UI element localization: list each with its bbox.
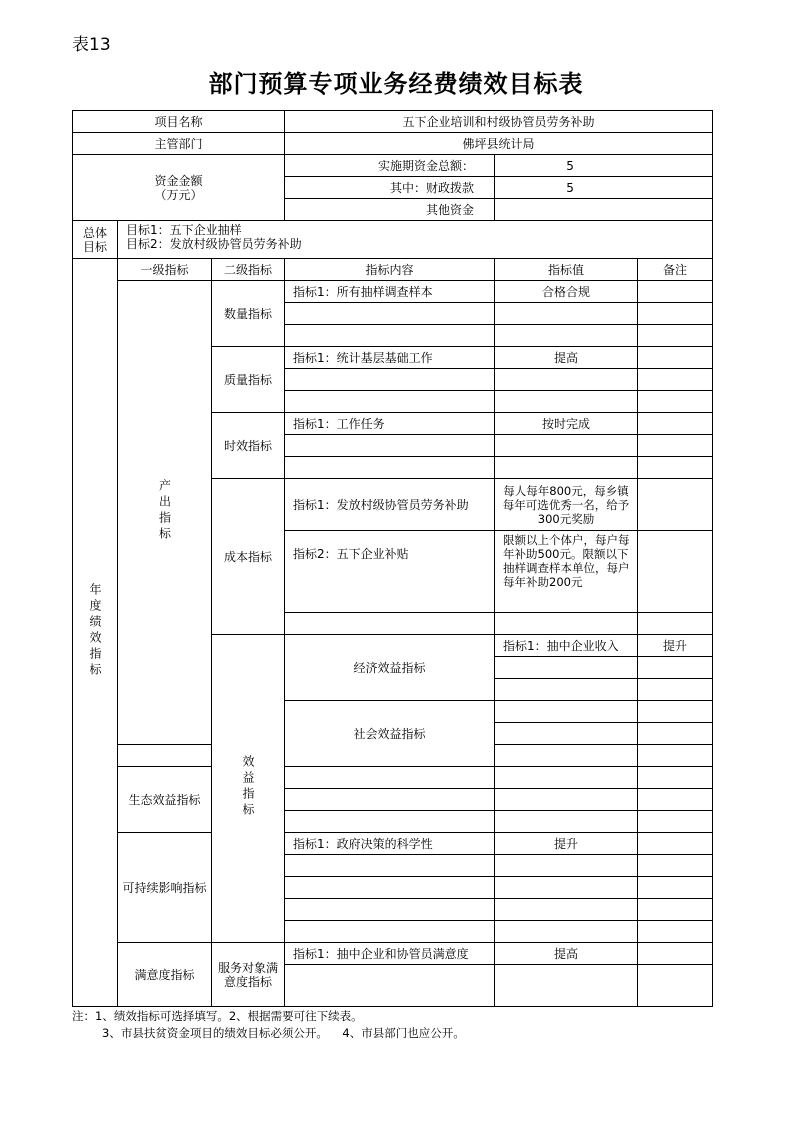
dept-label: 主管部门 <box>73 133 285 155</box>
quantity-value: 合格合规 <box>495 281 638 303</box>
cost-remark-1 <box>638 479 713 531</box>
fund-label <box>73 155 285 221</box>
economic-value: 提升 <box>638 635 713 657</box>
fund-other-value <box>495 199 713 221</box>
overall-label-line2: 目标 <box>82 239 107 254</box>
table-row <box>73 943 713 965</box>
ecological-label: 生态效益指标 <box>118 767 212 833</box>
overall-goal-2: 目标2：发放村级协管员劳务补助 <box>126 237 302 251</box>
overall-goal-1: 目标1：五下企业抽样 <box>126 223 242 237</box>
economic-content: 指标1：抽中企业收入 <box>495 635 638 657</box>
fund-label-line1: 资金金额 <box>154 173 203 188</box>
footnote-line-2-text: 3、市县扶贫资金项目的绩效目标必须公开。 4、市县部门也应公开。 <box>102 1026 465 1040</box>
fund-label-line2: （万元） <box>154 187 203 202</box>
sustainable-label: 可持续影响指标 <box>118 833 212 943</box>
quality-remark <box>638 347 713 369</box>
effect-indicator-text: 效益指标 <box>241 755 256 819</box>
timeliness-value: 按时完成 <box>495 413 638 435</box>
overall-goal-label <box>73 221 118 259</box>
footnote-line-1: 注：1、绩效指标可选择填写。2、根据需要可往下续表。 <box>72 1009 363 1023</box>
header-content: 指标内容 <box>285 259 495 281</box>
cost-remark-2 <box>638 531 713 613</box>
header-remark: 备注 <box>638 259 713 281</box>
table-number: 表13 <box>72 35 111 55</box>
cost-value-2: 限额以上个体户，每户每年补助500元。限额以下抽样调查样本单位，每户每年补助200元 <box>495 531 638 613</box>
annual-indicator-label <box>73 259 118 1007</box>
cost-value-1: 每人每年800元，每乡镇每年可选优秀一名，给予300元奖励 <box>495 479 638 531</box>
page-title: 部门预算专项业务经费绩效目标表 <box>208 70 584 98</box>
quantity-remark <box>638 281 713 303</box>
cost-label: 成本指标 <box>212 479 285 635</box>
table-row <box>73 833 713 855</box>
satisfaction-label: 满意度指标 <box>118 943 212 1007</box>
satisfaction-value: 提高 <box>495 943 638 965</box>
satisfaction-remark <box>638 943 713 965</box>
sustainable-content: 指标1：政府决策的科学性 <box>285 833 495 855</box>
header-value: 指标值 <box>495 259 638 281</box>
fund-total-row <box>73 155 713 177</box>
social-label: 社会效益指标 <box>285 701 495 767</box>
header-row <box>73 259 713 281</box>
cost-content-1: 指标1：发放村级协管员劳务补助 <box>285 479 495 531</box>
output-indicator-text: 产出指标 <box>157 479 172 543</box>
timeliness-label: 时效指标 <box>212 413 285 479</box>
performance-table <box>72 110 713 1007</box>
fund-total-value: 5 <box>495 155 713 177</box>
satisfaction-sub-label: 服务对象满意度指标 <box>212 943 285 1007</box>
sustainable-value: 提升 <box>495 833 638 855</box>
sustainable-remark <box>638 833 713 855</box>
dept-row <box>73 133 713 155</box>
overall-goal-content <box>118 221 713 259</box>
economic-label: 经济效益指标 <box>285 635 495 701</box>
quality-label: 质量指标 <box>212 347 285 413</box>
effect-indicator-label <box>212 635 285 943</box>
project-name-row <box>73 111 713 133</box>
output-indicator-label <box>118 281 212 745</box>
annual-indicator-text: 年度绩效指标 <box>88 583 102 679</box>
satisfaction-content: 指标1：抽中企业和协管员满意度 <box>285 943 495 965</box>
fund-other-label: 其他资金 <box>285 199 495 221</box>
header-lvl2: 二级指标 <box>212 259 285 281</box>
fund-total-label: 实施期资金总额： <box>285 155 495 177</box>
table-row <box>73 281 713 303</box>
overall-goal-row <box>73 221 713 259</box>
quality-content: 指标1：统计基层基础工作 <box>285 347 495 369</box>
footnote <box>72 1008 465 1042</box>
dept-value: 佛坪县统计局 <box>285 133 713 155</box>
quality-value: 提高 <box>495 347 638 369</box>
project-name-value: 五下企业培训和村级协管员劳务补助 <box>285 111 713 133</box>
fund-fiscal-value: 5 <box>495 177 713 199</box>
timeliness-content: 指标1：工作任务 <box>285 413 495 435</box>
table-row <box>73 767 713 789</box>
footnote-line-2 <box>72 1025 465 1042</box>
overall-label-line1: 总体 <box>82 225 107 240</box>
quantity-content: 指标1：所有抽样调查样本 <box>285 281 495 303</box>
quantity-label: 数量指标 <box>212 281 285 347</box>
project-name-label: 项目名称 <box>73 111 285 133</box>
header-lvl1: 一级指标 <box>118 259 212 281</box>
fund-fiscal-label: 其中：财政拨款 <box>285 177 495 199</box>
cost-content-2: 指标2：五下企业补贴 <box>285 531 495 613</box>
timeliness-remark <box>638 413 713 435</box>
